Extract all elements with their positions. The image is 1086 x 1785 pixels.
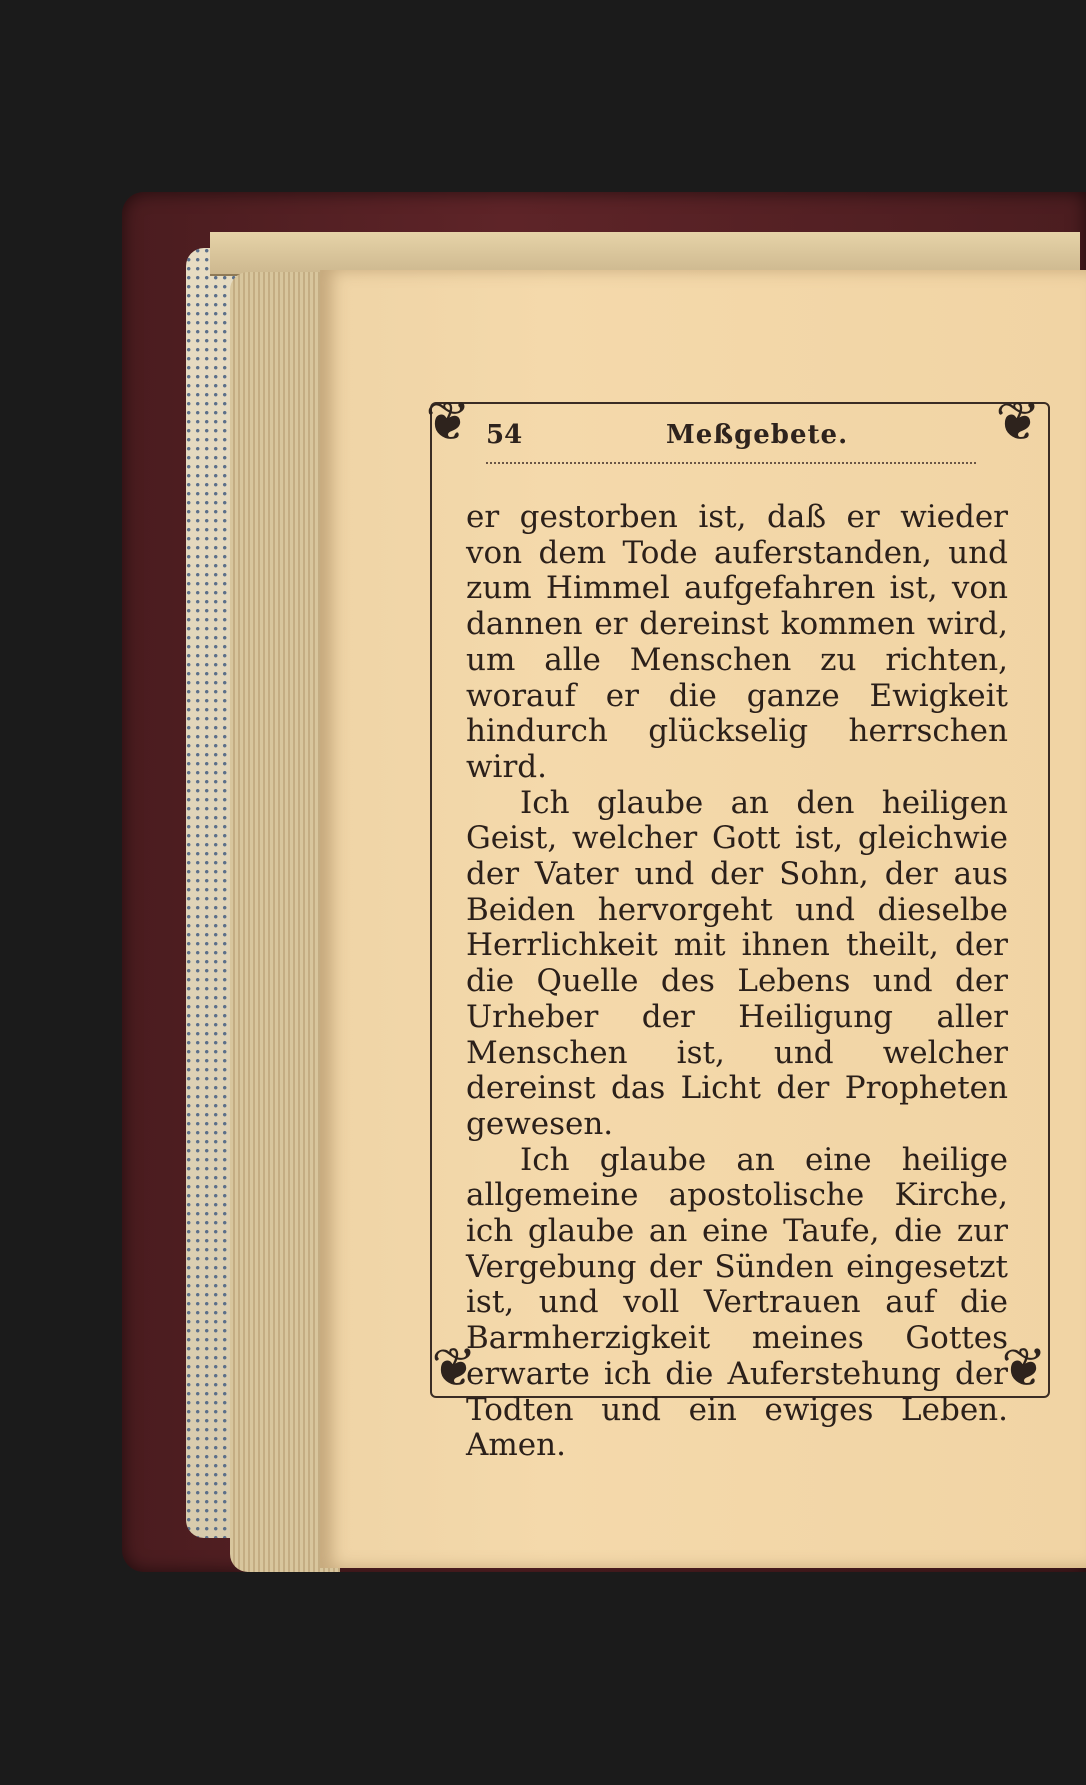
page-header xyxy=(486,420,986,460)
paragraph: Ich glaube an den heiligen Geist, welcher Gott ist, gleichwie der Vater und der Sohn, der aus Beiden hervorgeht und dieselbe Herrlichkeit mit ihnen theilt, der die Quelle des Lebens und der Urheber der Heiligung aller Menschen ist, und welcher dereinst das Licht der Propheten gewesen. xyxy=(466,784,1008,1142)
floral-corner-icon: ❦ xyxy=(431,1336,477,1399)
paragraph: Ich glaube an eine heilige allgemeine apostolische Kirche, ich glaube an eine Taufe, die zur Vergebung der Sünden eingesetzt ist, und voll Vertrauen auf die Barmherzigkeit meines Gottes erwarte ich die Auferstehung der Todten und ein ewiges Leben. Amen. xyxy=(466,1141,1008,1464)
floral-corner-icon: ❦ xyxy=(425,390,471,453)
running-head: Meßgebete. xyxy=(666,420,849,450)
header-rule xyxy=(486,462,976,464)
page-body xyxy=(466,500,1008,1464)
page-number: 54 xyxy=(486,420,523,450)
floral-corner-icon: ❦ xyxy=(995,390,1041,453)
paragraph: er gestorben ist, daß er wieder von dem Tode auferstanden, und zum Himmel aufgefahren ist, von dannen er dereinst kommen wird, um alle Menschen zu richten, worauf er die ganze Ewigkeit hindurch glückselig herrschen wird. xyxy=(466,499,1008,785)
floral-corner-icon: ❦ xyxy=(1001,1336,1047,1399)
